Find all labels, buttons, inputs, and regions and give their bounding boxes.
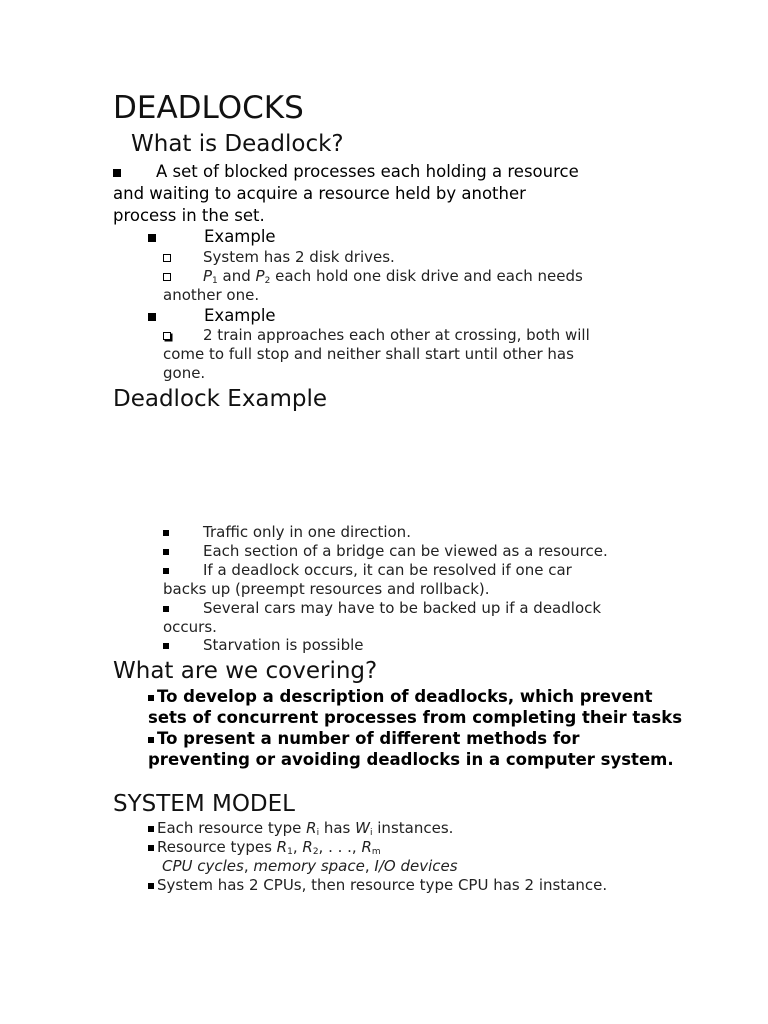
shadow-square-bullet-icon — [163, 332, 171, 340]
definition-line-1: A set of blocked processes each holding a resource — [113, 161, 579, 183]
example-1-item-2: $P_1$ and $P_2$ each hold one disk drive and each needs — [163, 267, 583, 291]
traffic-item-4-cont: occurs. — [163, 618, 217, 636]
definition-line-2: and waiting to acquire a resource held by another — [113, 184, 526, 203]
heading-system-model: SYSTEM MODEL — [113, 791, 295, 817]
square-bullet-icon — [163, 568, 169, 574]
covering-item-2-line-2: preventing or avoiding deadlocks in a computer system. — [148, 750, 674, 769]
square-bullet-icon — [148, 234, 156, 242]
example-1-label: Example — [148, 227, 276, 247]
covering-item-1-line-1: To develop a description of deadlocks, which prevent — [148, 686, 653, 707]
square-bullet-icon — [148, 737, 154, 743]
traffic-item-1: Traffic only in one direction. — [163, 523, 411, 542]
square-bullet-icon — [163, 606, 169, 612]
square-bullet-icon — [113, 169, 121, 177]
system-model-item-1: Each resource type $R_i$ has $W_i$ instances. — [148, 819, 453, 843]
heading-deadlock-example: Deadlock Example — [113, 386, 328, 412]
hollow-square-bullet-icon — [163, 254, 171, 262]
square-bullet-icon — [163, 643, 169, 649]
system-model-item-2: Resource types $R_1$, $R_2$, . . ., $R_m$ — [148, 838, 381, 862]
square-bullet-icon — [148, 313, 156, 321]
definition-line-3: process in the set. — [113, 206, 265, 225]
heading-what-are-we-covering: What are we covering? — [113, 658, 378, 684]
heading-what-is-deadlock: What is Deadlock? — [131, 131, 344, 157]
traffic-item-5: Starvation is possible — [163, 636, 364, 655]
example-2-item-1-line-2: come to full stop and neither shall start until other has — [163, 345, 574, 363]
example-2-item-1-line-3: gone. — [163, 364, 206, 382]
square-bullet-icon — [163, 549, 169, 555]
doc-title: DEADLOCKS — [113, 90, 304, 126]
system-model-item-2-cont: CPU cycles, memory space, I/O devices — [162, 857, 458, 875]
square-bullet-icon — [148, 845, 154, 851]
covering-item-1-line-2: sets of concurrent processes from completing their tasks — [148, 708, 683, 727]
square-bullet-icon — [148, 826, 154, 832]
traffic-item-3-cont: backs up (preempt resources and rollback). — [163, 580, 490, 598]
square-bullet-icon — [148, 695, 154, 701]
example-2-label: Example — [148, 306, 276, 326]
square-bullet-icon — [148, 883, 154, 889]
traffic-item-3: If a deadlock occurs, it can be resolved if one car — [163, 561, 572, 580]
traffic-item-4: Several cars may have to be backed up if a deadlock — [163, 599, 601, 618]
traffic-item-2: Each section of a bridge can be viewed as a resource. — [163, 542, 608, 561]
covering-item-2-line-1: To present a number of different methods for — [148, 728, 580, 749]
example-1-item-2-cont: another one. — [163, 286, 260, 304]
system-model-item-3: System has 2 CPUs, then resource type CPU has 2 instance. — [148, 876, 607, 895]
hollow-square-bullet-icon — [163, 273, 171, 281]
example-1-item-1: System has 2 disk drives. — [163, 248, 395, 267]
square-bullet-icon — [163, 530, 169, 536]
example-2-item-1-line-1: 2 train approaches each other at crossing, both will — [163, 326, 590, 345]
